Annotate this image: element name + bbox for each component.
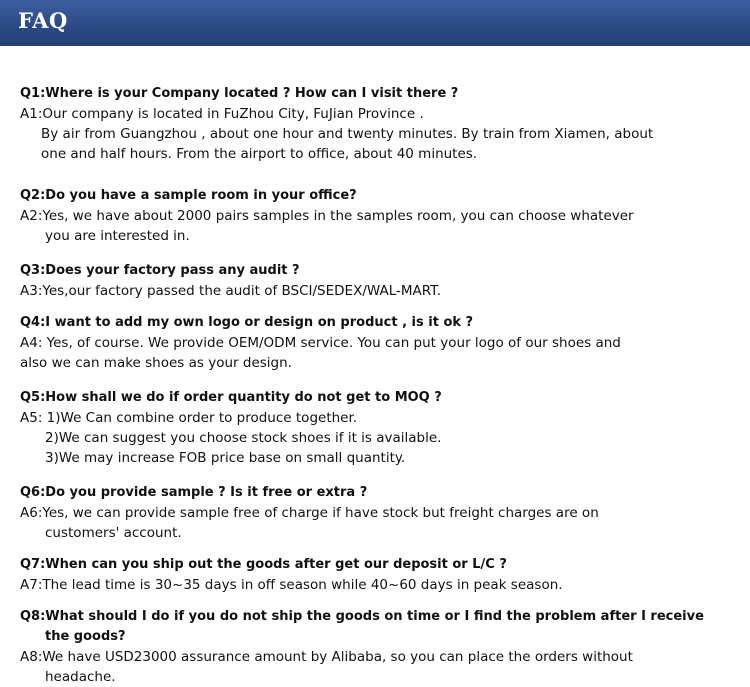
answer-line: you are interested in.	[45, 228, 190, 244]
answer-line: 3)We may increase FOB price base on small quantity.	[45, 450, 406, 466]
faq-header-bar	[0, 0, 750, 46]
answer-line: A7:The lead time is 30~35 days in off season while 40~60 days in peak season.	[20, 577, 563, 593]
answer-line: headache.	[45, 669, 116, 685]
answer-line: A5: 1)We Can combine order to produce together.	[20, 410, 358, 426]
answer-line: one and half hours. From the airport to office, about 40 minutes.	[41, 146, 478, 162]
question: Q4:I want to add my own logo or design on product , is it ok ?	[20, 315, 474, 330]
answer-line: A6:Yes, we can provide sample free of charge if have stock but freight charges are on	[20, 505, 599, 521]
question: Q5:How shall we do if order quantity do not get to MOQ ?	[20, 390, 442, 405]
page-title: FAQ	[18, 8, 68, 33]
question: Q3:Does your factory pass any audit ?	[20, 263, 300, 278]
question: Q1:Where is your Company located ? How can I visit there ?	[20, 86, 459, 101]
question: the goods?	[45, 629, 126, 644]
answer-line: 2)We can suggest you choose stock shoes if it is available.	[45, 430, 442, 446]
answer-line: customers' account.	[45, 525, 182, 541]
answer-line: A1:Our company is located in FuZhou City, FuJian Province .	[20, 106, 424, 122]
answer-line: A3:Yes,our factory passed the audit of BSCI/SEDEX/WAL-MART.	[20, 283, 442, 299]
question: Q7:When can you ship out the goods after get our deposit or L/C ?	[20, 557, 507, 572]
answer-line: By air from Guangzhou , about one hour and twenty minutes. By train from Xiamen, about	[41, 126, 654, 142]
question: Q8:What should I do if you do not ship the goods on time or I find the problem after I receive	[20, 609, 704, 624]
answer-line: A2:Yes, we have about 2000 pairs samples in the samples room, you can choose whatever	[20, 208, 634, 224]
question: Q2:Do you have a sample room in your office?	[20, 188, 357, 203]
question: Q6:Do you provide sample ? Is it free or extra ?	[20, 485, 368, 500]
answer-line: A4: Yes, of course. We provide OEM/ODM service. You can put your logo of our shoes and	[20, 335, 621, 351]
answer-line: A8:We have USD23000 assurance amount by Alibaba, so you can place the orders without	[20, 649, 633, 665]
answer-line: also we can make shoes as your design.	[20, 355, 292, 371]
